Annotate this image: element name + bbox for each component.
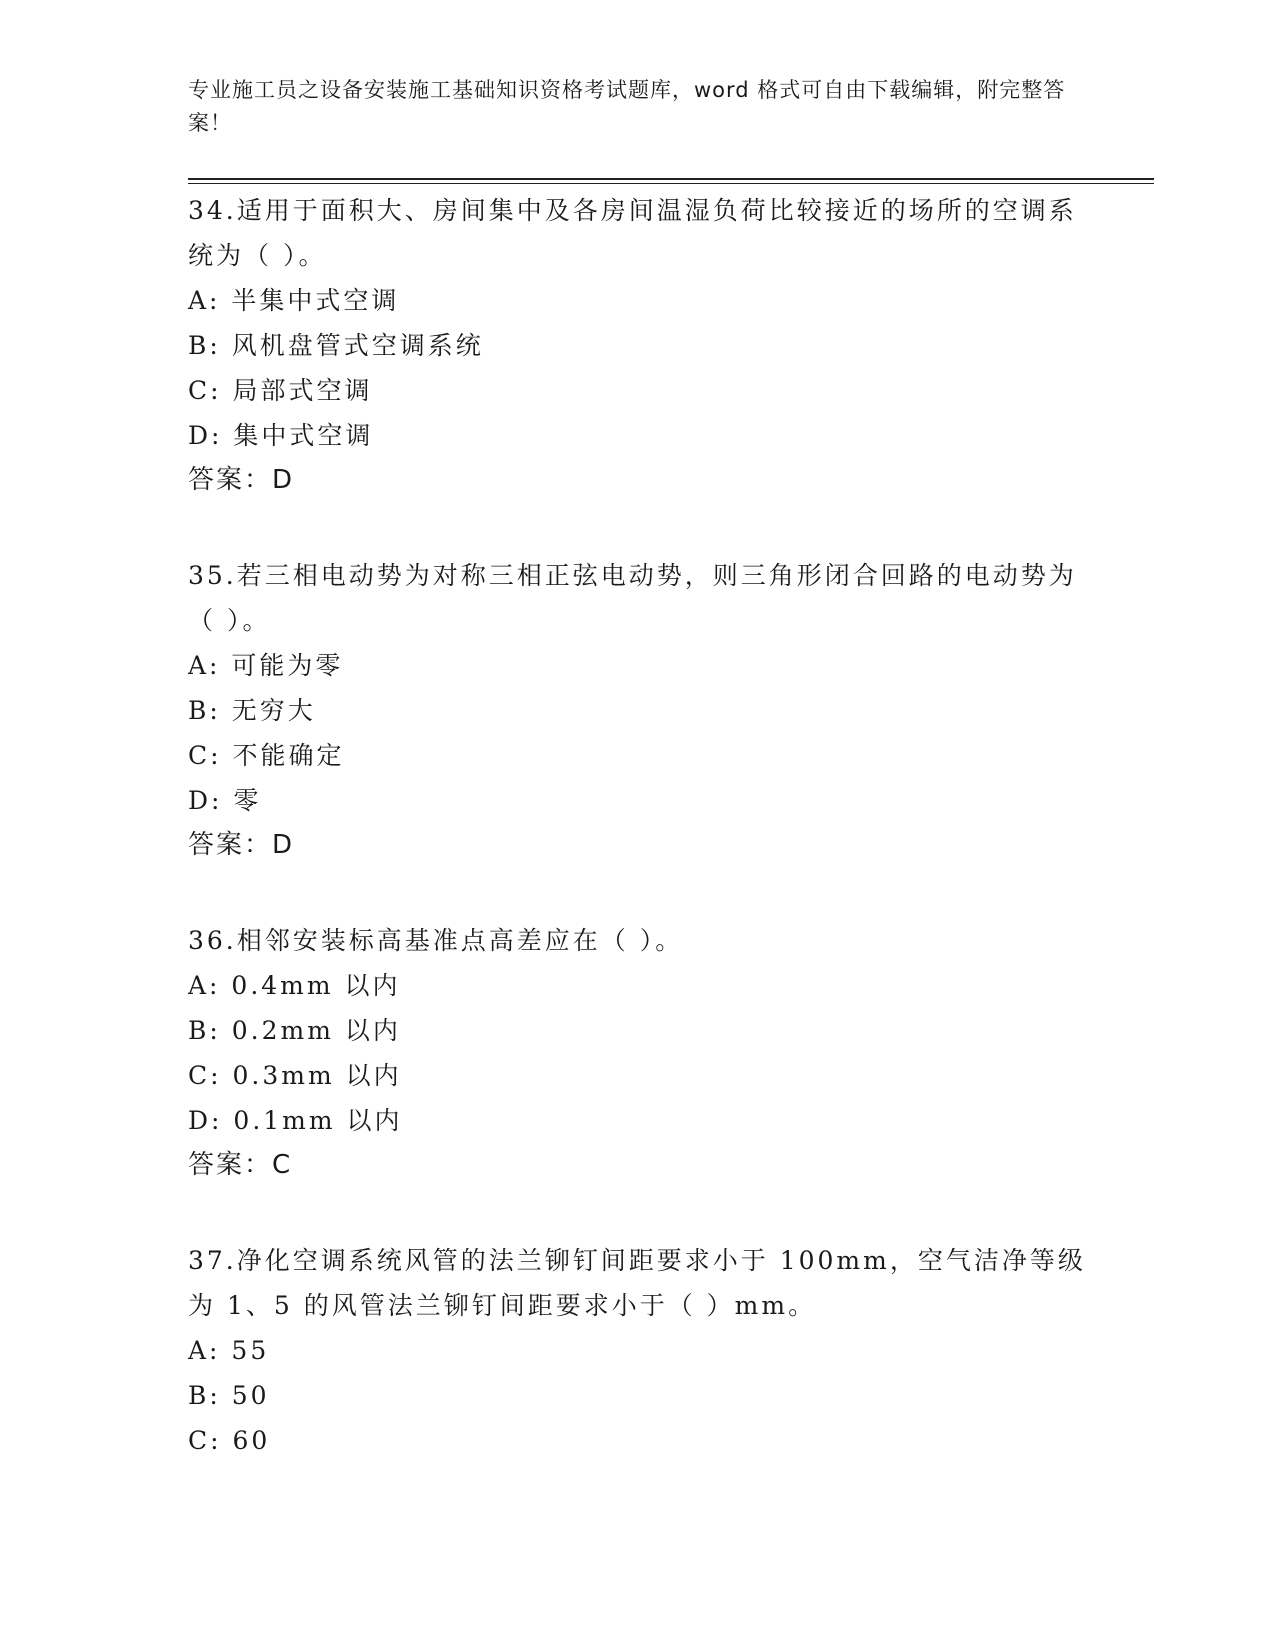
option-b: B: 50 [188,1381,270,1410]
option-d: D: 零 [188,786,262,815]
option-c: C: 不能确定 [188,741,345,770]
option-d: D: 0.1mm 以内 [188,1106,403,1135]
answer-line: 答案：C [188,1150,293,1180]
document-header-note: 专业施工员之设备安装施工基础知识资格考试题库，word 格式可自由下载编辑，附完整答案！ [188,78,1066,135]
question-stem: 35.若三相电动势为对称三相正弦电动势，则三角形闭合回路的电动势为（ ）。 [188,561,1077,635]
option-a: A: 0.4mm 以内 [188,971,401,1000]
option-a: A: 55 [188,1336,270,1365]
option-b: B: 无穷大 [188,696,316,725]
question-stem: 34.适用于面积大、房间集中及各房间温湿负荷比较接近的场所的空调系统为（ ）。 [188,196,1077,270]
question-34 [188,188,1088,503]
answer-line: 答案：D [188,830,295,860]
option-b: B: 0.2mm 以内 [188,1016,401,1045]
question-37 [188,1238,1088,1463]
option-a: A: 半集中式空调 [188,286,400,315]
answer-line: 答案：D [188,465,295,495]
option-d: D: 集中式空调 [188,421,374,450]
option-b: B: 风机盘管式空调系统 [188,331,484,360]
header-divider-thin [188,183,1154,184]
option-c: C: 0.3mm 以内 [188,1061,402,1090]
question-stem: 37.净化空调系统风管的法兰铆钉间距要求小于 100mm，空气洁净等级为 1、5 的风管法兰铆钉间距要求小于（ ）mm。 [188,1246,1086,1320]
question-35 [188,553,1088,868]
option-a: A: 可能为零 [188,651,344,680]
question-stem: 36.相邻安装标高基准点高差应在（ ）。 [188,926,684,955]
option-c: C: 局部式空调 [188,376,373,405]
question-36 [188,918,1088,1188]
option-c: C: 60 [188,1426,271,1455]
header-divider-thick [188,178,1154,180]
